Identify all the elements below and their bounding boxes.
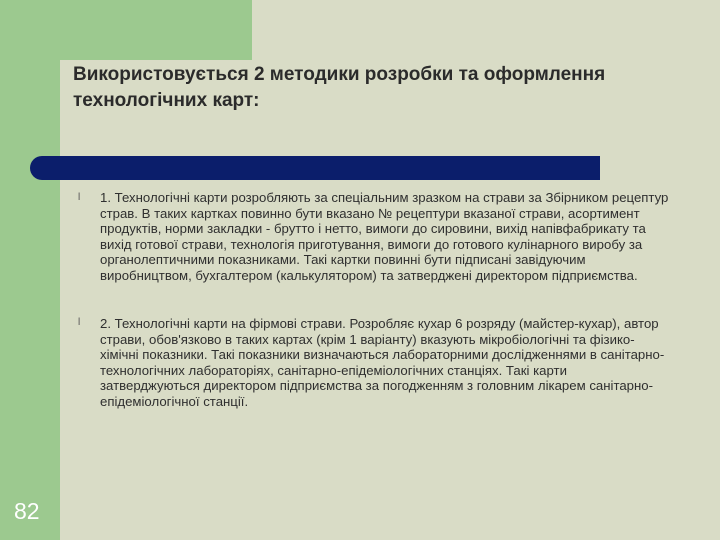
decorative-green-band-top: [0, 0, 252, 60]
bullet-marker: l: [78, 317, 81, 328]
page-number: 82: [14, 498, 40, 524]
decorative-navy-bar: [30, 156, 600, 180]
slide-title: Використовується 2 методики розробки та оформлення технологічних карт:: [73, 64, 606, 111]
list-item: 2. Технологічні карти на фірмові страви. Розробляє кухар 6 розряду (майстер-кухар), автор страви, обов'язково в таких картах (крім 1 варіанту) вказують мікробіологічні та фізико-хімічні показники. Такі показники визначаються лабораторними дослідженнями в санітарно-технологічних лабораторіях, санітарно-епідеміологічних станціях. Такі карти затверджуються директором підприємства за погодженням з головним лікарем санітарно-епідеміологічної станції.: [100, 316, 665, 409]
bullet-list: [100, 190, 670, 409]
decorative-green-band-left: [0, 0, 60, 540]
list-item: 1. Технологічні карти розробляють за спеціальним зразком на страви за Збірником рецептур страв. В таких картках повинно бути вказано № рецептури вказаної страви, асортимент продуктів, норми закладки - брутто і нетто, вимоги до сировини, вихід напівфабрикату та вихід готової страви, технологія приготування, вимоги до готового кулінарного виробу за органолептичними показниками. Такі картки повинні бути підписані завідуючим виробництвом, бухгалтером (калькулятором) та затверджені директором підприємства.: [100, 190, 669, 283]
bullet-marker: l: [78, 192, 81, 203]
